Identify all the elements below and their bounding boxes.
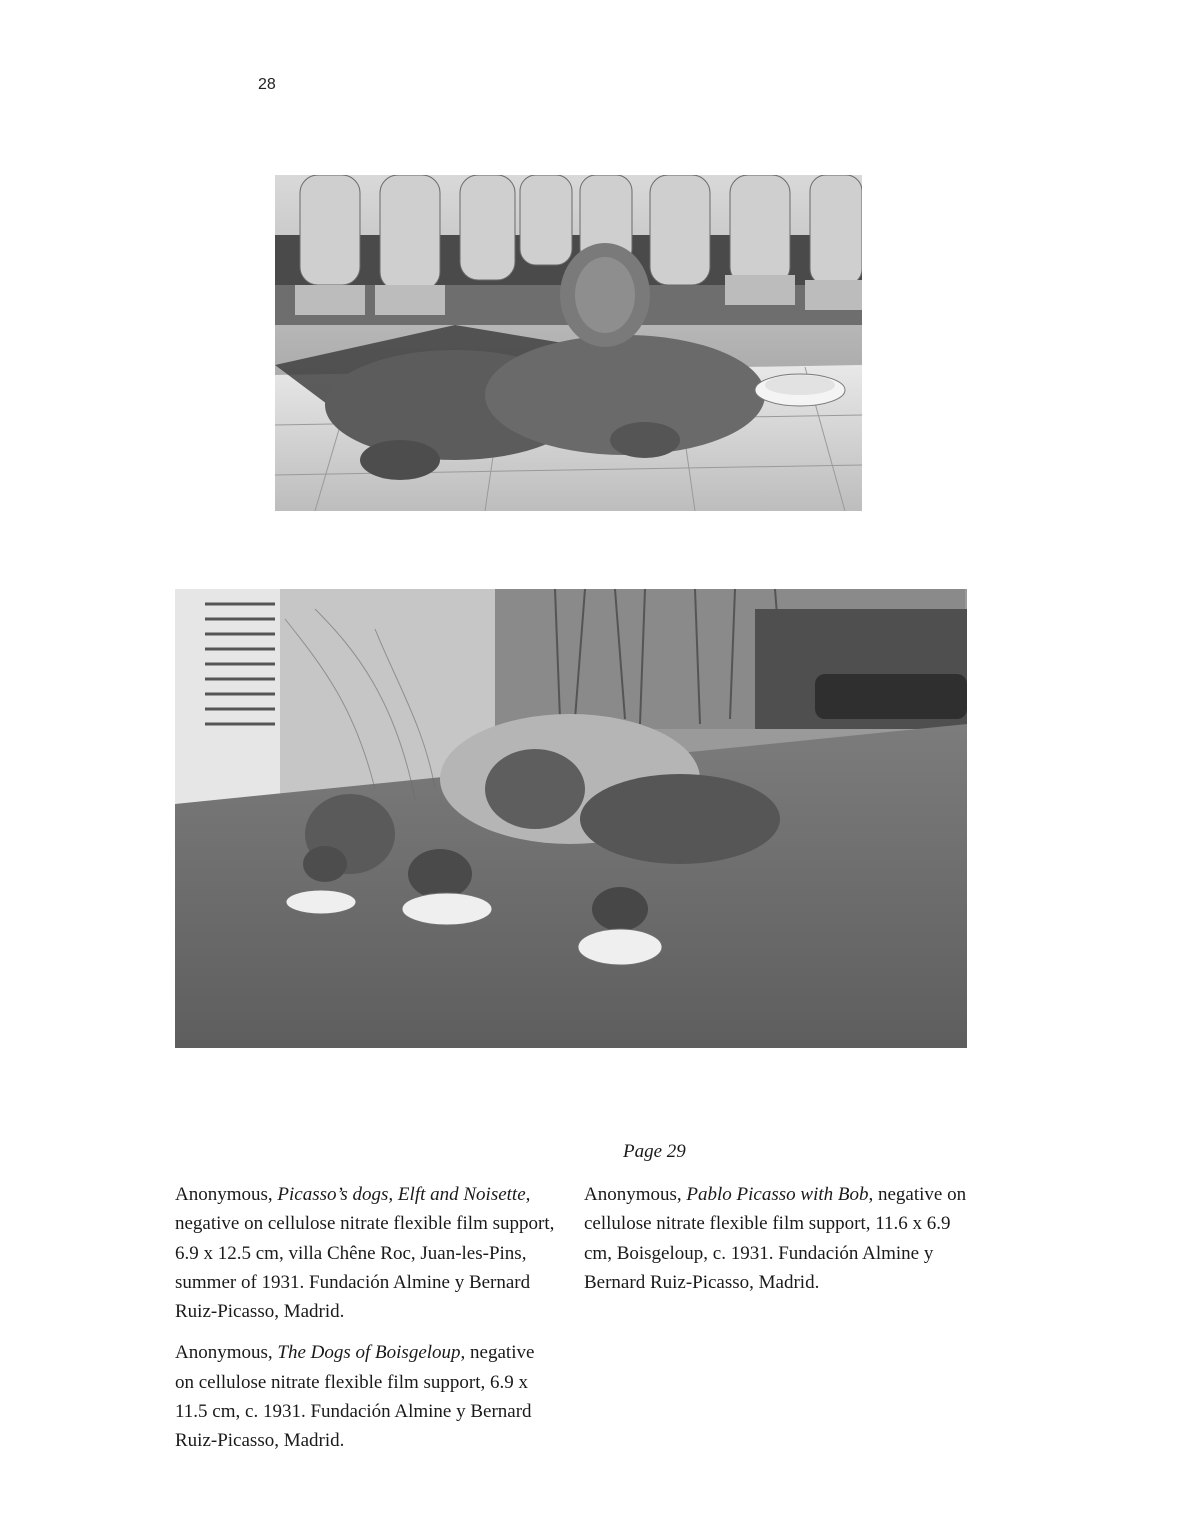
caption-author: Anonymous,: [175, 1184, 278, 1205]
caption-author: Anonymous,: [175, 1342, 278, 1364]
caption-dogs-of-boisgeloup: [175, 1338, 555, 1455]
caption-picassos-dogs: [175, 1180, 555, 1326]
photo-dogs-terrace: [275, 175, 862, 511]
page-reference: Page 29: [623, 1141, 686, 1162]
photo-dogs-eating-image: [175, 589, 967, 1048]
caption-details: , negative on cellulose nitrate flexible film support, 6.9 x 11.5 cm, c. 1931. Fundación Almine y Bernard Ruiz-Picasso, Madrid.: [175, 1342, 535, 1452]
caption-details: , negative on cellulose nitrate flexible film support, 6.9 x 12.5 cm, villa Chêne Roc, Juan-les-Pins, summer of 1931. Fundación Almine y Bernard Ruiz-Picasso, Madrid.: [175, 1184, 555, 1323]
caption-author: Anonymous,: [584, 1184, 687, 1205]
caption-title: Picasso’s dogs, Elft and Noisette: [277, 1184, 526, 1205]
caption-column-left: [175, 1180, 555, 1468]
caption-picasso-with-bob: [584, 1180, 969, 1297]
caption-title: Pablo Picasso with Bob: [686, 1184, 869, 1205]
caption-details: , negative on cellulose nitrate flexible film support, 11.6 x 6.9 cm, Boisgeloup, c. 1931. Fundación Almine y Bernard Ruiz-Picasso, Madrid.: [584, 1184, 967, 1293]
caption-column-right: [584, 1180, 969, 1309]
caption-title: The Dogs of Boisgeloup: [277, 1342, 461, 1364]
photo-dogs-eating: [175, 589, 967, 1048]
page-number: 28: [258, 76, 276, 93]
photo-dogs-terrace-image: [275, 175, 862, 511]
